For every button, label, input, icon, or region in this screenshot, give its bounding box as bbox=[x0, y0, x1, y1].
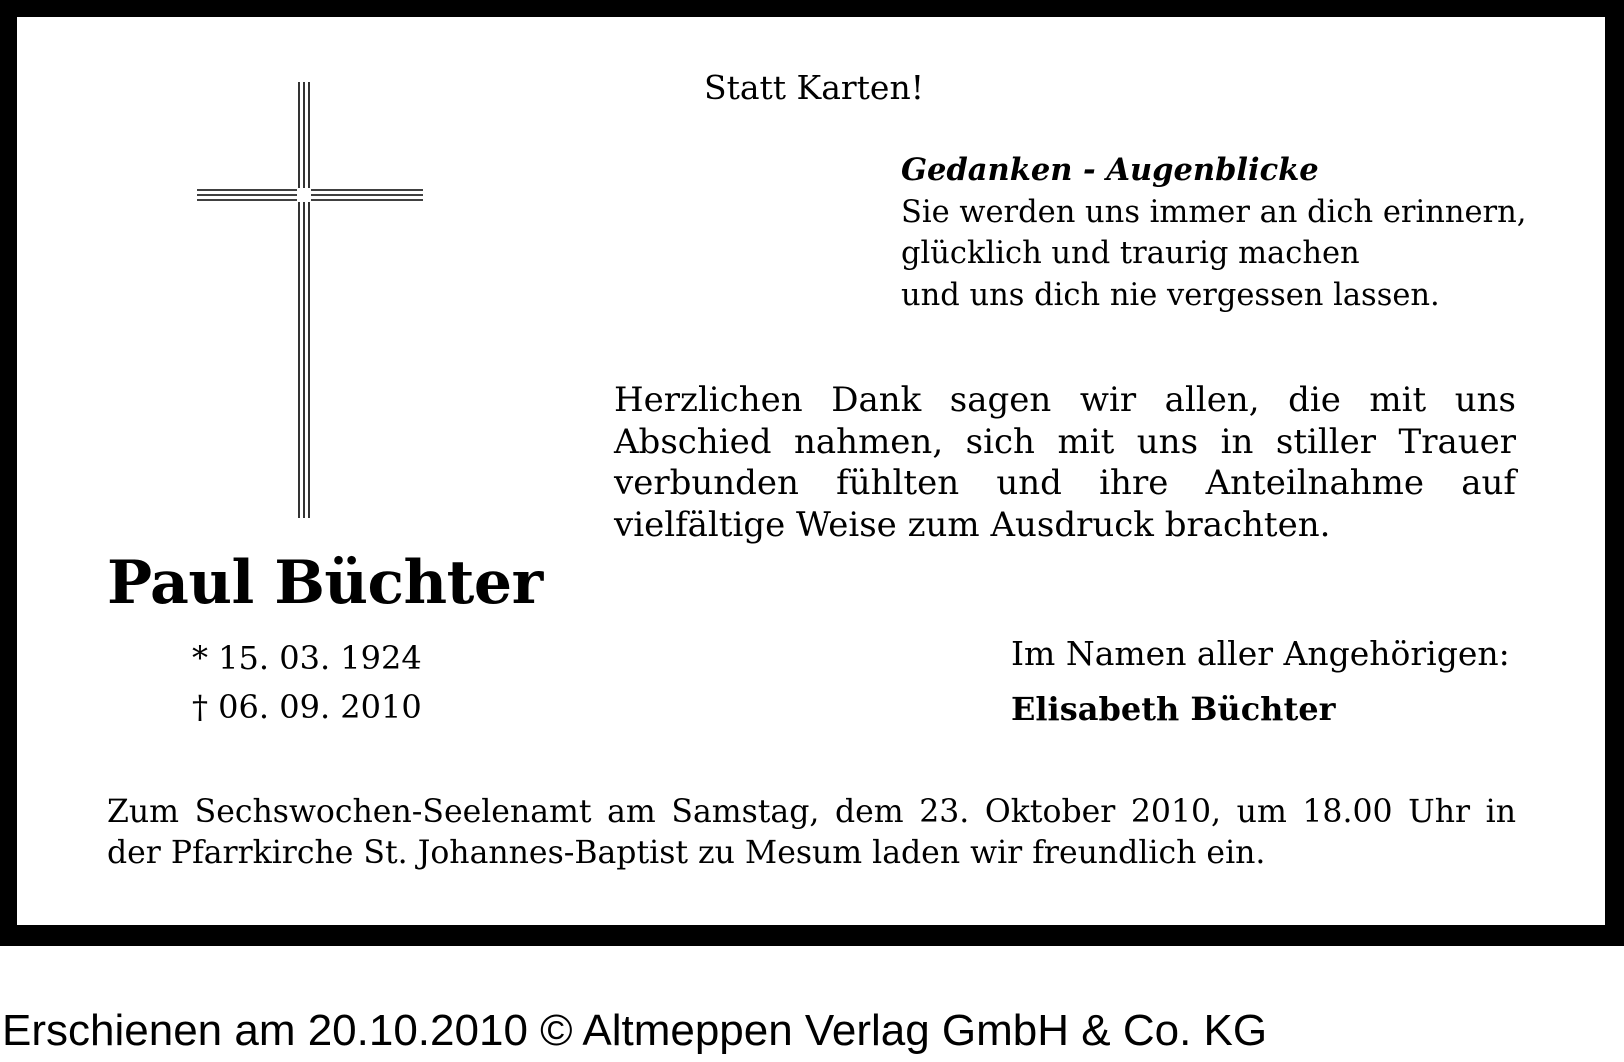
header-statt-karten: Statt Karten! bbox=[704, 68, 924, 107]
thanks-line: Herzlichen Dank sagen wir allen, die mit uns bbox=[614, 380, 1516, 420]
thanks-line: Abschied nahmen, sich mit uns in stiller Trauer bbox=[614, 421, 1516, 462]
death-date: † 06. 09. 2010 bbox=[192, 688, 422, 726]
signer-name: Elisabeth Büchter bbox=[1011, 690, 1336, 728]
deceased-name: Paul Büchter bbox=[107, 548, 543, 618]
birth-date: * 15. 03. 1924 bbox=[192, 639, 422, 677]
publication-credit: Erschienen am 20.10.2010 © Altmeppen Verlag GmbH & Co. KG bbox=[2, 1006, 1268, 1055]
poem-line: Sie werden uns immer an dich erinnern, bbox=[901, 194, 1527, 230]
memorial-mass-paragraph bbox=[107, 792, 1516, 874]
poem-line: glücklich und traurig machen bbox=[901, 236, 1360, 271]
mass-line: der Pfarrkirche St. Johannes-Baptist zu Mesum laden wir freundlich ein. bbox=[107, 835, 1266, 871]
poem-line: und uns dich nie vergessen lassen. bbox=[901, 277, 1440, 313]
mass-line: Zum Sechswochen-Seelenamt am Samstag, dem 23. Oktober 2010, um 18.00 Uhr in bbox=[107, 794, 1516, 830]
thanks-line: vielfältige Weise zum Ausdruck brachten. bbox=[614, 504, 1331, 545]
thanks-line: verbunden fühlten und ihre Anteilnahme auf bbox=[614, 463, 1516, 503]
cross-icon bbox=[195, 80, 425, 520]
relatives-line: Im Namen aller Angehörigen: bbox=[1011, 634, 1510, 673]
poem-title: Gedanken - Augenblicke bbox=[901, 152, 1319, 188]
thanks-paragraph bbox=[614, 380, 1516, 546]
poem bbox=[901, 150, 1526, 316]
